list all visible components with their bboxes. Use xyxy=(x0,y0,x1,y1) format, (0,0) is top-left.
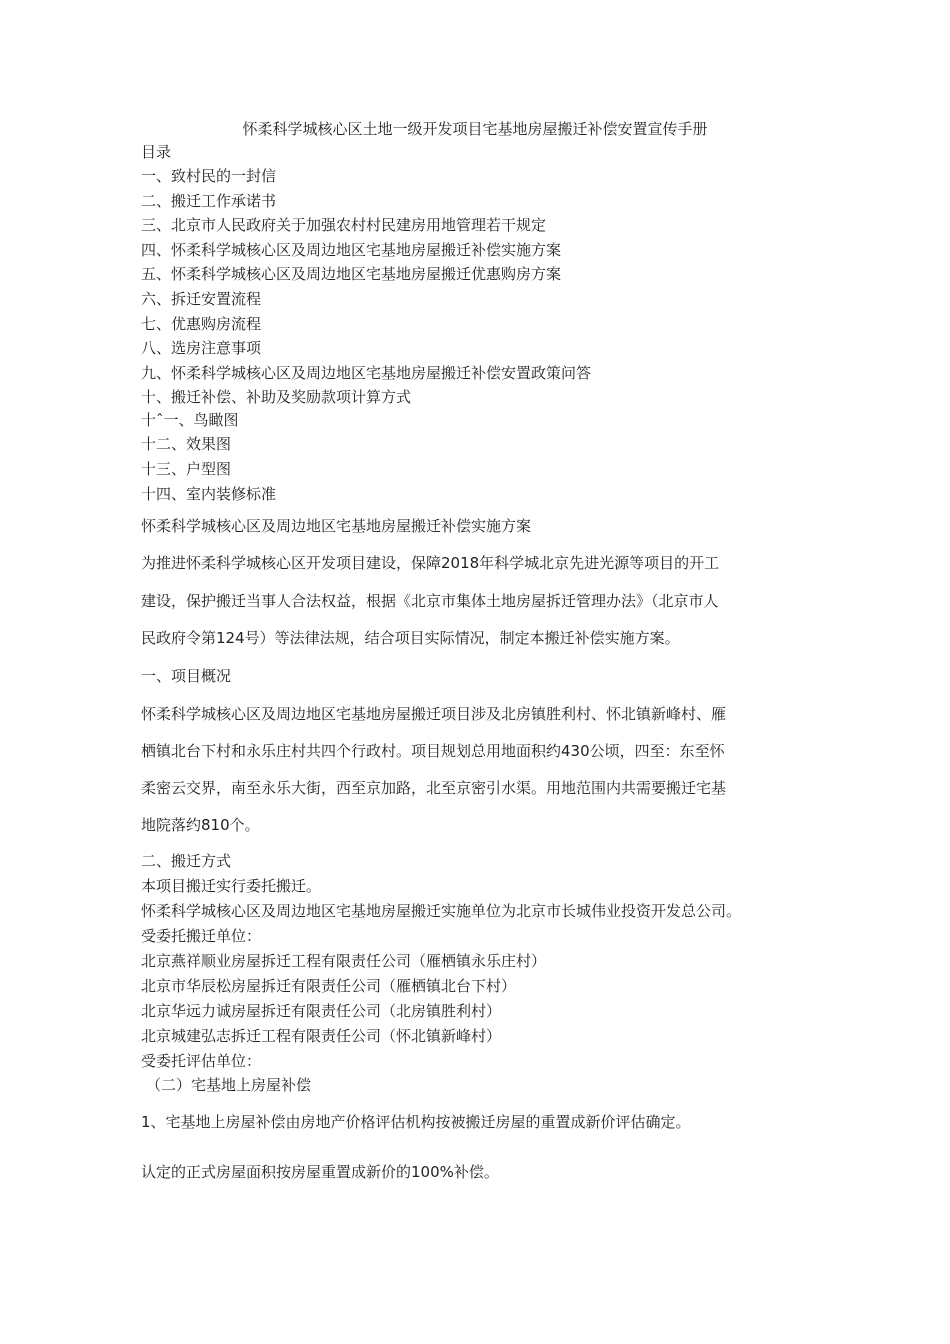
list-item: 北京市华辰松房屋拆迁有限责任公司（雁栖镇北台下村） xyxy=(141,977,517,995)
toc-item: 十、搬迁补偿、补助及奖励款项计算方式 xyxy=(141,388,412,406)
toc-item: 六、拆迁安置流程 xyxy=(141,290,262,308)
section-heading: 二、搬迁方式 xyxy=(141,852,232,870)
list-item: 北京城建弘志拆迁工程有限责任公司（怀北镇新峰村） xyxy=(141,1027,502,1045)
list-item: 受委托评估单位： xyxy=(141,1052,262,1070)
toc-item: 三、北京市人民政府关于加强农村村民建房用地管理若干规定 xyxy=(141,216,547,234)
paragraph-line: 地院落约810个。 xyxy=(141,816,260,834)
toc-item: 九、怀柔科学城核心区及周边地区宅基地房屋搬迁补偿安置政策问答 xyxy=(141,364,592,382)
list-item: 北京华远力诚房屋拆迁有限责任公司（北房镇胜利村） xyxy=(141,1002,502,1020)
toc-item: 十三、户型图 xyxy=(141,460,232,478)
paragraph-line: 栖镇北台下村和永乐庄村共四个行政村。项目规划总用地面积约430公顷，四至：东至怀 xyxy=(141,742,725,760)
paragraph-line: 建设，保护搬迁当事人合法权益，根据《北京市集体土地房屋拆迁管理办法》（北京市人 xyxy=(141,592,719,610)
toc-item: 七、优惠购房流程 xyxy=(141,315,262,333)
paragraph-line: 柔密云交界，南至永乐大街，西至京加路，北至京密引水渠。用地范围内共需要搬迁宅基 xyxy=(141,779,727,797)
toc-item: 五、怀柔科学城核心区及周边地区宅基地房屋搬迁优惠购房方案 xyxy=(141,265,562,283)
subsection-heading: （二）宅基地上房屋补偿 xyxy=(146,1076,312,1094)
toc-heading: 目录 xyxy=(141,143,172,161)
paragraph-line: 民政府令第124号）等法律法规，结合项目实际情况，制定本搬迁补偿实施方案。 xyxy=(141,629,680,647)
toc-item: 二、搬迁工作承诺书 xyxy=(141,192,277,210)
list-item: 北京燕祥顺业房屋拆迁工程有限责任公司（雁栖镇永乐庄村） xyxy=(141,952,547,970)
toc-item: 四、怀柔科学城核心区及周边地区宅基地房屋搬迁补偿实施方案 xyxy=(141,241,562,259)
plan-heading: 怀柔科学城核心区及周边地区宅基地房屋搬迁补偿实施方案 xyxy=(141,517,532,535)
toc-item: 十ˆ一、鸟瞰图 xyxy=(141,411,239,429)
paragraph-line: 怀柔科学城核心区及周边地区宅基地房屋搬迁项目涉及北房镇胜利村、怀北镇新峰村、雁 xyxy=(141,705,727,723)
toc-item: 十二、效果图 xyxy=(141,435,232,453)
document-title: 怀柔科学城核心区土地一级开发项目宅基地房屋搬迁补偿安置宣传手册 xyxy=(242,120,708,138)
toc-item: 十四、室内装修标准 xyxy=(141,485,277,503)
compensation-line: 认定的正式房屋面积按房屋重置成新价的100%补偿。 xyxy=(141,1163,499,1181)
list-item: 怀柔科学城核心区及周边地区宅基地房屋搬迁实施单位为北京市长城伟业投资开发总公司。 xyxy=(141,902,742,920)
section-heading: 一、项目概况 xyxy=(141,667,232,685)
list-item: 受委托搬迁单位： xyxy=(141,927,262,945)
paragraph-line: 为推进怀柔科学城核心区开发项目建设，保障2018年科学城北京先进光源等项目的开工 xyxy=(141,554,720,572)
compensation-line: 1、宅基地上房屋补偿由房地产价格评估机构按被搬迁房屋的重置成新价评估确定。 xyxy=(141,1113,691,1131)
toc-item: 八、选房注意事项 xyxy=(141,339,262,357)
toc-item: 一、致村民的一封信 xyxy=(141,167,277,185)
list-item: 本项目搬迁实行委托搬迁。 xyxy=(141,877,322,895)
